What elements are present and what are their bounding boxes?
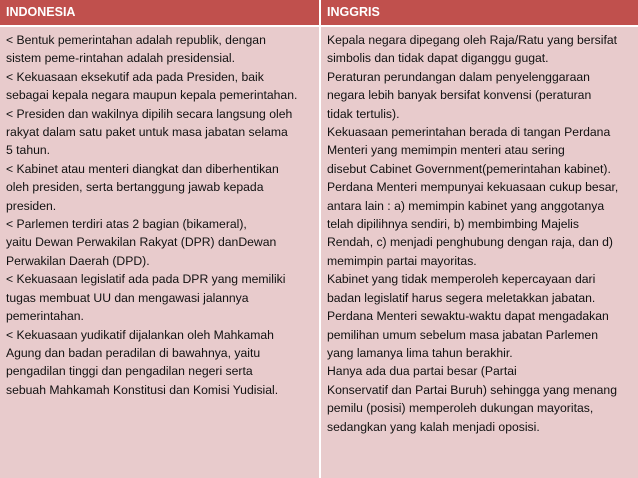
indonesia-text-line: pengadilan tinggi dan pengadilan negeri serta: [6, 364, 253, 379]
inggris-text-line: Perdana Menteri sewaktu-waktu dapat mengadakan: [327, 309, 609, 324]
inggris-text-line: sedangkan yang kalah menjadi oposisi.: [327, 419, 540, 434]
indonesia-text-line: < Presiden dan wakilnya dipilih secara langsung oleh: [6, 106, 293, 121]
indonesia-text-line: < Kekuasaan yudikatif dijalankan oleh Mahkamah: [6, 327, 274, 342]
indonesia-text-line: < Bentuk pemerintahan adalah republik, dengan: [6, 33, 266, 47]
inggris-text-line: disebut Cabinet Government(pemerintahan kabinet).: [327, 161, 611, 176]
inggris-text-line: Hanya ada dua partai besar (Partai: [327, 364, 517, 379]
indonesia-text-line: < Parlemen terdiri atas 2 bagian (bikameral),: [6, 217, 247, 232]
inggris-text-line: Kekuasaan pemerintahan berada di tangan Perdana: [327, 125, 611, 140]
indonesia-text-line: Agung dan badan peradilan di bawahnya, yaitu: [6, 345, 261, 360]
inggris-text-line: negara lebih banyak bersifat konvensi (peraturan: [327, 88, 592, 103]
indonesia-column-text: [0, 25, 319, 478]
inggris-text-line: simbolis dan tidak dapat diganggu gugat.: [327, 51, 549, 66]
header-indonesia: INDONESIA: [0, 0, 319, 25]
indonesia-text-line: oleh presiden, serta bertanggung jawab kepada: [6, 180, 264, 195]
indonesia-text-line: < Kekuasaan legislatif ada pada DPR yang memiliki: [6, 272, 286, 287]
indonesia-text-line: yaitu Dewan Perwakilan Rakyat (DPR) danDewan: [6, 235, 277, 250]
indonesia-text-line: < Kabinet atau menteri diangkat dan diberhentikan: [6, 161, 279, 176]
indonesia-text-line: sebagai kepala negara maupun kepala pemerintahan.: [6, 88, 298, 103]
indonesia-text-line: tugas membuat UU dan mengawasi jalannya: [6, 290, 249, 305]
indonesia-text-line: pemerintahan.: [6, 309, 84, 324]
indonesia-text-line: rakyat dalam satu paket untuk masa jabatan selama: [6, 125, 288, 140]
inggris-text-line: tidak tertulis).: [327, 106, 400, 121]
inggris-text-line: yang lamanya lima tahun berakhir.: [327, 345, 513, 360]
inggris-text-line: pemilihan umum sebelum masa jabatan Parlemen: [327, 327, 598, 342]
inggris-text-line: Rendah, c) menjadi penghubung dengan raja, dan d): [327, 235, 613, 250]
inggris-text-line: antara lain : a) memimpin kabinet yang anggotanya: [327, 198, 605, 213]
indonesia-text-line: presiden.: [6, 198, 57, 213]
inggris-text-line: badan legislatif harus segera meletakkan jabatan.: [327, 290, 596, 305]
header-inggris: INGGRIS: [319, 0, 638, 25]
inggris-text-line: Menteri yang memimpin menteri atau sering: [327, 143, 565, 158]
inggris-text-line: Kabinet yang tidak memperoleh kepercayaan dari: [327, 272, 596, 287]
inggris-text-line: pemilu (posisi) memperoleh dukungan mayoritas,: [327, 401, 594, 416]
inggris-text-line: Perdana Menteri mempunyai kekuasaan cukup besar,: [327, 180, 619, 195]
inggris-text-line: telah dipilihnya sendiri, b) membimbing Majelis: [327, 217, 579, 232]
inggris-text-line: Peraturan perundangan dalam penyelenggaraan: [327, 69, 590, 84]
indonesia-text-line: 5 tahun.: [6, 143, 51, 158]
indonesia-text-line: Perwakilan Daerah (DPD).: [6, 253, 150, 268]
indonesia-text-line: sebuah Mahkamah Konstitusi dan Komisi Yudisial.: [6, 382, 279, 397]
inggris-text-line: Konservatif dan Partai Buruh) sehingga yang menang: [327, 382, 617, 397]
inggris-text-line: Kepala negara dipegang oleh Raja/Ratu yang bersifat: [327, 33, 618, 47]
indonesia-text-line: sistem peme-rintahan adalah presidensial.: [6, 51, 235, 66]
inggris-column-text: [319, 25, 638, 478]
inggris-text-line: memimpin partai mayoritas.: [327, 253, 477, 268]
indonesia-text-line: < Kekuasaan eksekutif ada pada Presiden, baik: [6, 69, 264, 84]
